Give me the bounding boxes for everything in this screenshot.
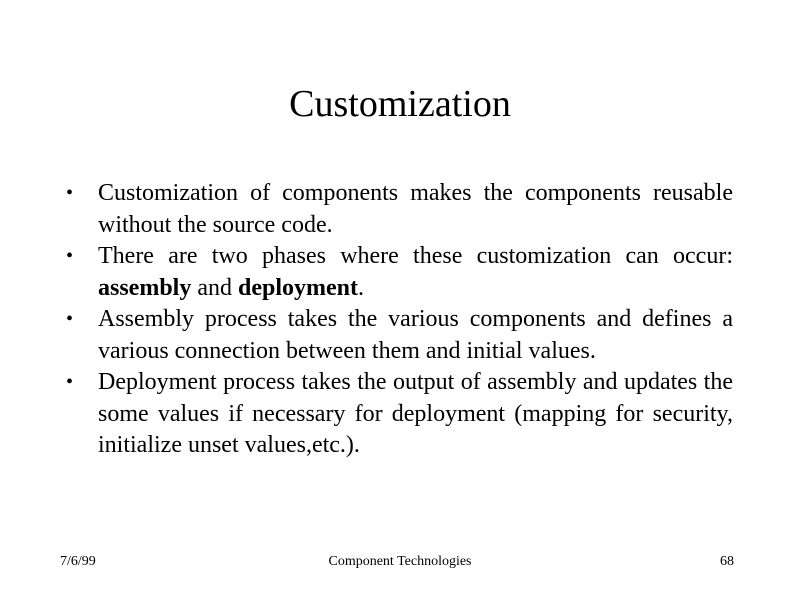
bullet-item: [62, 178, 733, 241]
bullet-symbol: •: [66, 245, 74, 267]
bullet-text: .: [358, 274, 364, 301]
bullet-list: [62, 178, 733, 462]
footer-title: Component Technologies: [328, 554, 472, 569]
bold-term-deployment: deployment: [238, 274, 358, 301]
bullet-text: Customization of components makes the components reusable without the source code.: [98, 180, 733, 238]
bullet-item: [62, 304, 733, 367]
bold-term-assembly: assembly: [98, 274, 192, 301]
page-number: 68: [720, 554, 734, 569]
bullet-symbol: •: [66, 308, 74, 330]
bullet-item: [62, 241, 733, 304]
bullet-text: and: [191, 274, 238, 301]
footer-date: 7/6/99: [60, 554, 96, 569]
bullet-item: [62, 367, 733, 462]
bullet-text: Deployment process takes the output of assembly and updates the some values if necessary for deployment (mapping for security, initialize unset values,etc.).: [98, 369, 733, 458]
bullet-text: Assembly process takes the various components and defines a various connection between them and initial values.: [98, 306, 733, 364]
bullet-text: There are two phases where these customization can occur:: [98, 243, 733, 269]
bullet-symbol: •: [66, 371, 74, 393]
slide-title: Customization: [289, 83, 511, 125]
bullet-symbol: •: [66, 182, 74, 204]
